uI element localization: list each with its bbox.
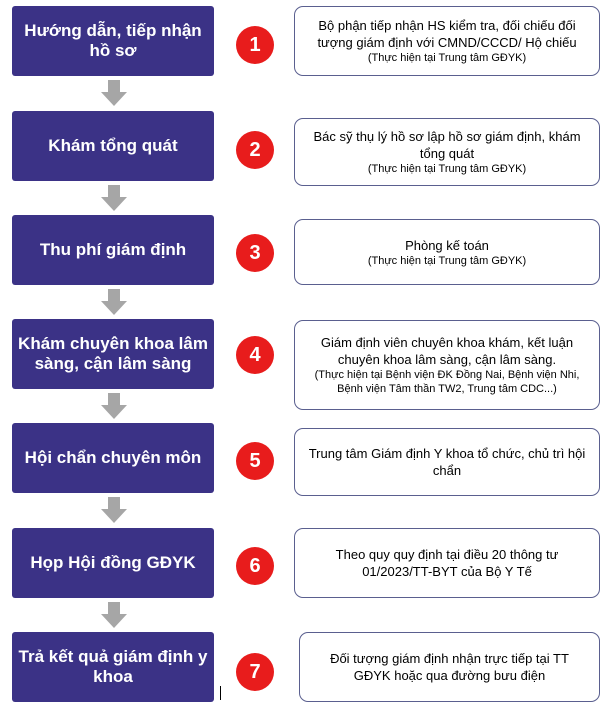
step-4-number: 4 <box>236 336 274 374</box>
step-3-description <box>294 219 600 285</box>
step-4-description-text: Giám định viên chuyên khoa khám, kết luận chuyên khoa lâm sàng, cận lâm sàng. <box>320 335 574 367</box>
step-7-description <box>299 632 600 702</box>
step-4-note: (Thực hiện tại Bệnh viện ĐK Đồng Nai, Bệnh viện Nhi, Bệnh viện Tâm thần TW2, Trung tâm CDC...) <box>314 369 580 395</box>
step-3-description-text: Phòng kế toán <box>405 237 489 253</box>
down-arrow-icon <box>101 602 127 628</box>
step-2-description-text: Bác sỹ thụ lý hồ sơ lập hồ sơ giám định, khám tổng quát <box>313 129 581 161</box>
step-2-description <box>294 118 600 186</box>
step-2-number: 2 <box>236 131 274 169</box>
down-arrow-icon <box>101 80 127 106</box>
text-cursor <box>220 686 221 700</box>
step-4-title: Khám chuyên khoa lâm sàng, cận lâm sàng <box>18 334 208 373</box>
step-1-description-text: Bộ phận tiếp nhận HS kiểm tra, đối chiếu đối tượng giám định với CMND/CCCD/ Hộ chiếu <box>317 18 577 50</box>
step-6-description <box>294 528 600 598</box>
down-arrow-icon <box>101 185 127 211</box>
step-1-title: Hướng dẫn, tiếp nhận hồ sơ <box>24 21 202 60</box>
step-4-box <box>12 319 214 389</box>
down-arrow-icon <box>101 393 127 419</box>
step-5-title: Hội chẩn chuyên môn <box>24 448 202 467</box>
step-1-description <box>294 6 600 76</box>
step-1-note: (Thực hiện tại Trung tâm GĐYK) <box>367 52 527 64</box>
step-2-title: Khám tổng quát <box>48 136 178 155</box>
step-1-box <box>12 6 214 76</box>
step-7-description-text: Đối tượng giám định nhận trực tiếp tại TT GĐYK hoặc qua đường bưu điện <box>330 651 569 683</box>
step-4-description <box>294 320 600 410</box>
step-6-box <box>12 528 214 598</box>
step-3-number: 3 <box>236 234 274 272</box>
down-arrow-icon <box>101 289 127 315</box>
step-2-box <box>12 111 214 181</box>
step-5-description-text: Trung tâm Giám định Y khoa tổ chức, chủ trì hội chẩn <box>308 446 586 478</box>
down-arrow-icon <box>101 497 127 523</box>
step-7-title: Trả kết quả giám định y khoa <box>18 647 208 686</box>
step-7-box <box>12 632 214 702</box>
step-2-note: (Thực hiện tại Trung tâm GĐYK) <box>367 163 527 175</box>
step-3-title: Thu phí giám định <box>39 240 187 259</box>
step-6-description-text: Theo quy quy định tại điều 20 thông tư 01/2023/TT-BYT của Bộ Y Tế <box>335 547 559 579</box>
step-6-title: Họp Hội đồng GĐYK <box>30 553 196 572</box>
step-3-box <box>12 215 214 285</box>
step-1-number: 1 <box>236 26 274 64</box>
step-5-box <box>12 423 214 493</box>
step-5-description <box>294 428 600 496</box>
step-6-number: 6 <box>236 547 274 585</box>
step-7-number: 7 <box>236 653 274 691</box>
step-3-note: (Thực hiện tại Trung tâm GĐYK) <box>367 254 527 267</box>
step-5-number: 5 <box>236 442 274 480</box>
